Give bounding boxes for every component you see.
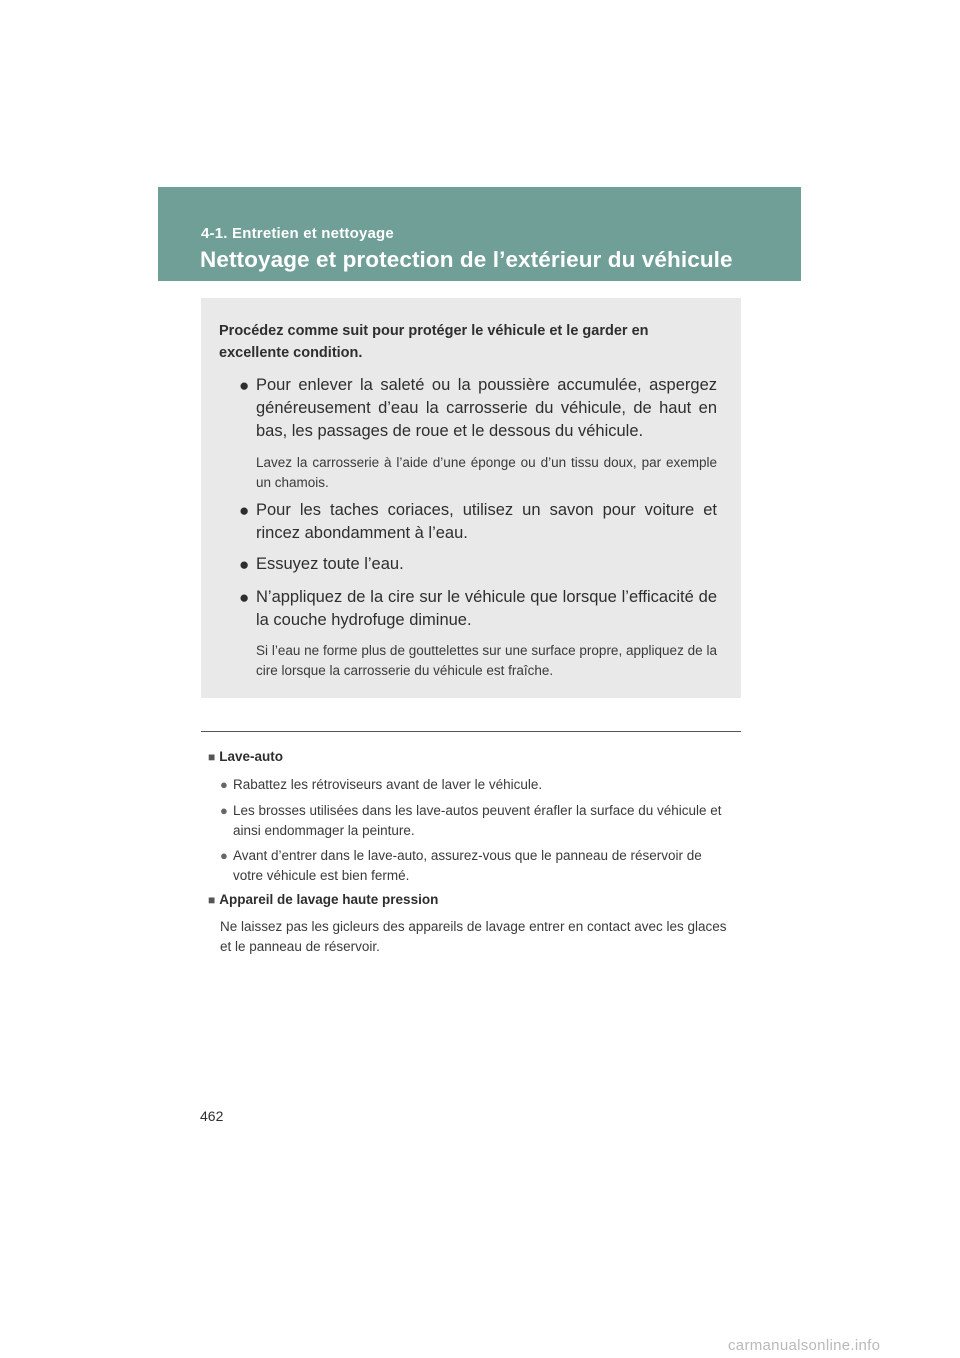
bullet-dot-icon: ● bbox=[220, 803, 228, 818]
intro-bullet-text: Essuyez toute l’eau. bbox=[256, 555, 404, 573]
intro-bullet bbox=[239, 374, 717, 443]
intro-bullet-text: N’appliquez de la cire sur le véhicule que lorsque l’efficacité de la couche hydrofuge diminue. bbox=[256, 588, 717, 629]
page-title: Nettoyage et protection de l’extérieur du véhicule bbox=[200, 247, 733, 272]
intro-bullet bbox=[239, 553, 717, 576]
intro-bullet-note: Lavez la carrosserie à l’aide d’une éponge ou d’un tissu doux, par exemple un chamois. bbox=[256, 455, 717, 490]
bullet-dot-icon: ● bbox=[239, 588, 250, 607]
square-bullet-icon: ■ bbox=[208, 893, 216, 907]
intro-text: Procédez comme suit pour protéger le véhicule et le garder en excellente condition. bbox=[219, 323, 649, 361]
note-paragraph: Ne laissez pas les gicleurs des appareils de lavage entrer en contact avec les glaces et le panneau de réservoir. bbox=[220, 919, 727, 954]
section-divider bbox=[201, 731, 741, 732]
note-heading-car-wash: ■ Lave-auto bbox=[208, 749, 284, 764]
note-item: ● Avant d’entrer dans le lave-auto, assurez-vous que le panneau de réservoir de votre véhicule est bien fermé. bbox=[220, 848, 702, 883]
intro-bullet-text: Pour enlever la saleté ou la poussière accumulée, aspergez généreusement d’eau la carrosserie du véhicule, de haut en bas, les passages de roue et le dessous du véhicule. bbox=[256, 376, 717, 440]
intro-bullet bbox=[239, 586, 717, 632]
square-bullet-icon: ■ bbox=[208, 750, 216, 764]
section-label: 4-1. Entretien et nettoyage bbox=[201, 225, 394, 242]
bullet-dot-icon: ● bbox=[239, 501, 250, 520]
intro-box bbox=[201, 298, 741, 698]
intro-bullet-note: Si l’eau ne forme plus de gouttelettes sur une surface propre, appliquez de la cire lorsque la carrosserie du véhicule est fraîche. bbox=[256, 643, 717, 678]
bullet-dot-icon: ● bbox=[239, 555, 250, 574]
note-heading-pressure-washer: ■ Appareil de lavage haute pression bbox=[208, 892, 439, 907]
watermark: carmanualsonline.info bbox=[728, 1337, 881, 1354]
note-item: ● Les brosses utilisées dans les lave-autos peuvent érafler la surface du véhicule et ainsi endommager la peinture. bbox=[220, 803, 722, 838]
bullet-dot-icon: ● bbox=[220, 777, 228, 792]
bullet-dot-icon: ● bbox=[220, 848, 228, 863]
header-band bbox=[158, 187, 801, 281]
note-item: ● Rabattez les rétroviseurs avant de laver le véhicule. bbox=[220, 775, 735, 795]
intro-bullet bbox=[239, 499, 717, 545]
page-number: 462 bbox=[200, 1108, 224, 1124]
intro-bullet-text: Pour les taches coriaces, utilisez un savon pour voiture et rincez abondamment à l’eau. bbox=[256, 501, 717, 542]
bullet-dot-icon: ● bbox=[239, 376, 250, 395]
